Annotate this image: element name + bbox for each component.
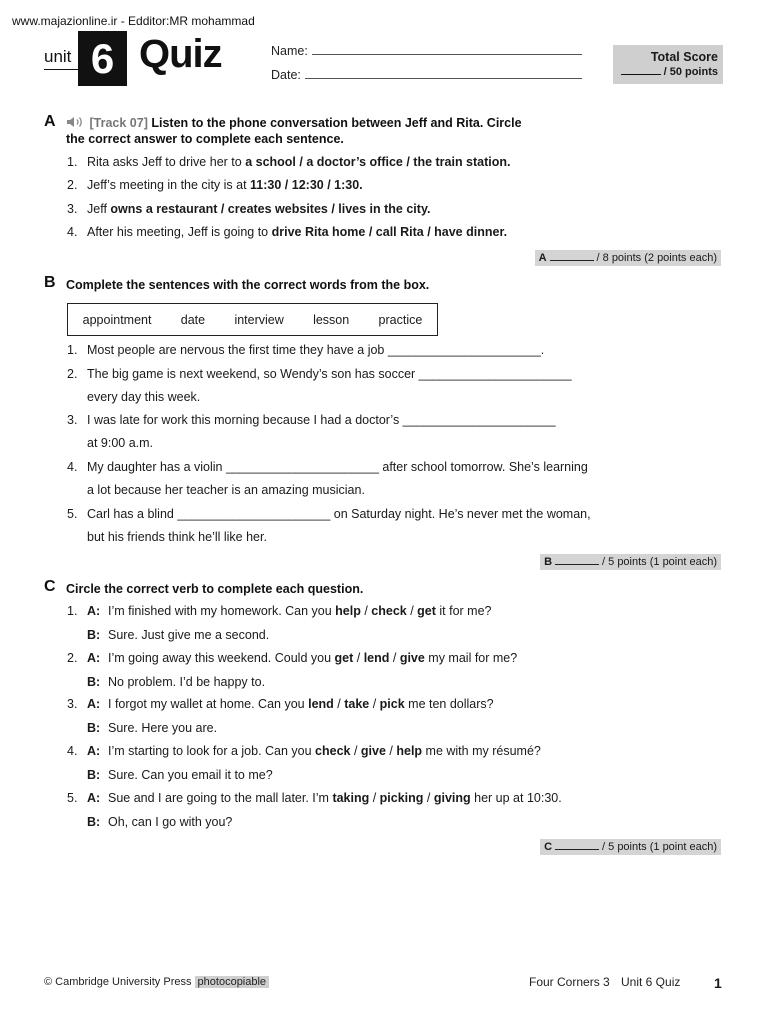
section-c-instruction: Circle the correct verb to complete each question. xyxy=(66,582,364,596)
speaker-a: A: xyxy=(87,651,101,665)
section-b-letter: B xyxy=(44,274,56,291)
verb-option[interactable]: giving xyxy=(433,791,471,805)
item-prompt: Rita asks Jeff to drive her to xyxy=(87,155,246,169)
item-prompt: Jeff’s meeting in the city is at xyxy=(87,178,251,192)
speaker-a: A: xyxy=(87,744,101,758)
item-number: 1. xyxy=(67,604,78,618)
dialogue-item xyxy=(67,603,667,643)
question-text: I’m going away this weekend. Could you xyxy=(108,651,335,665)
dialogue-item xyxy=(67,790,667,830)
item-text-line: The big game is next weekend, so Wendy’s son has soccer ______________________ xyxy=(87,367,572,381)
page-number: 1 xyxy=(714,975,722,991)
section-c-points[interactable]: C / 5 points (1 point each) xyxy=(540,839,721,855)
item-prompt: Jeff xyxy=(87,202,111,216)
name-label: Name: xyxy=(271,44,308,58)
unit-underline xyxy=(44,69,78,70)
list-item xyxy=(67,459,667,499)
verb-option[interactable]: check xyxy=(315,744,351,758)
footer-book: Four Corners 3 xyxy=(529,975,610,989)
item-number: 4. xyxy=(67,744,78,758)
total-score-box xyxy=(613,45,723,84)
verb-option[interactable]: take xyxy=(344,697,370,711)
answer-options[interactable]: a school / a doctor’s office / the train station. xyxy=(245,155,511,169)
section-c-letter: C xyxy=(44,578,56,595)
dialogue-item xyxy=(67,696,667,736)
item-text xyxy=(87,224,507,240)
word-box xyxy=(67,303,438,336)
photocopiable-badge: photocopiable xyxy=(195,976,270,988)
speaker-b: B: xyxy=(87,628,101,642)
item-number: 2. xyxy=(67,651,78,665)
speaker-b-line: Oh, can I go with you? xyxy=(108,815,233,829)
section-b-instruction: Complete the sentences with the correct words from the box. xyxy=(66,278,430,292)
word-box-item: interview xyxy=(234,312,284,327)
item-text-line: every day this week. xyxy=(87,390,201,404)
verb-option[interactable]: give xyxy=(399,651,425,665)
name-field[interactable] xyxy=(312,54,582,55)
unit-label: unit xyxy=(44,47,72,66)
section-a-instruction: [Track 07] Listen to the phone conversation between Jeff and Rita. Circle the correct answer to complete each sentence. xyxy=(66,116,522,146)
item-number: 3. xyxy=(67,202,78,216)
section-b-points-blank[interactable] xyxy=(555,555,599,565)
footer-quiz: Unit 6 Quiz xyxy=(621,975,681,989)
track-label: [Track 07] xyxy=(89,116,148,130)
question-text: I’m finished with my homework. Can you xyxy=(108,604,336,618)
word-box-item: practice xyxy=(378,312,423,327)
item-text-line: My daughter has a violin ______________________ after school tomorrow. She’s learning xyxy=(87,460,588,474)
list-item xyxy=(67,224,667,240)
list-item xyxy=(67,412,667,452)
question-text: I’m starting to look for a job. Can you xyxy=(108,744,316,758)
item-text-line: I was late for work this morning because I had a doctor’s ______________________ xyxy=(87,413,556,427)
word-box-item: date xyxy=(180,312,206,327)
word-box-item: appointment xyxy=(82,312,152,327)
list-item xyxy=(67,366,667,406)
speaker-b: B: xyxy=(87,721,101,735)
verb-option[interactable]: help xyxy=(335,604,361,618)
total-score-label: Total Score xyxy=(650,50,718,64)
unit-number-badge: 6 xyxy=(78,31,127,86)
total-score-points[interactable]: / 50 points xyxy=(621,66,718,78)
item-number: 4. xyxy=(67,225,78,239)
speaker-a-line: I’m going away this weekend. Could you get / lend / give my mail for me? xyxy=(108,651,518,665)
verb-option[interactable]: picking xyxy=(379,791,424,805)
dialogue-item xyxy=(67,650,667,690)
item-number: 3. xyxy=(67,413,78,427)
speaker-a-line: Sue and I are going to the mall later. I’m taking / picking / giving her up at 10:30. xyxy=(108,791,562,805)
list-item xyxy=(67,506,667,546)
total-score-blank[interactable] xyxy=(621,74,661,75)
date-field[interactable] xyxy=(305,78,582,79)
speaker-a: A: xyxy=(87,697,101,711)
question-text: it for me? xyxy=(435,604,492,618)
speaker-a-line: I forgot my wallet at home. Can you lend / take / pick me ten dollars? xyxy=(108,697,494,711)
item-text-line: Carl has a blind ______________________ on Saturday night. He’s never met the woman, xyxy=(87,507,591,521)
verb-option[interactable]: lend xyxy=(363,651,390,665)
section-a-letter: A xyxy=(44,113,56,130)
speaker-a-line: I’m starting to look for a job. Can you check / give / help me with my résumé? xyxy=(108,744,541,758)
verb-option[interactable]: get xyxy=(417,604,436,618)
item-number: 4. xyxy=(67,460,78,474)
item-number: 2. xyxy=(67,178,78,192)
question-text: me with my résumé? xyxy=(422,744,541,758)
verb-option[interactable]: get xyxy=(334,651,354,665)
site-credit: www.majazionline.ir - Edditor:MR mohammad xyxy=(12,14,255,28)
verb-option[interactable]: give xyxy=(360,744,386,758)
verb-option[interactable]: taking xyxy=(332,791,370,805)
speaker-b: B: xyxy=(87,768,101,782)
verb-option[interactable]: check xyxy=(371,604,407,618)
item-number: 1. xyxy=(67,343,78,357)
word-box-item: lesson xyxy=(313,312,350,327)
speaker-b: B: xyxy=(87,815,101,829)
item-number: 5. xyxy=(67,507,78,521)
answer-options[interactable]: drive Rita home / call Rita / have dinner. xyxy=(271,225,508,239)
date-label: Date: xyxy=(271,68,301,82)
item-text-line: Most people are nervous the first time they have a job ______________________. xyxy=(87,343,545,357)
item-text xyxy=(87,154,511,170)
question-text: I forgot my wallet at home. Can you xyxy=(108,697,309,711)
item-number: 2. xyxy=(67,367,78,381)
speaker-b: B: xyxy=(87,675,101,689)
section-a-points[interactable]: A / 8 points (2 points each) xyxy=(535,250,721,266)
section-b-points[interactable]: B / 5 points (1 point each) xyxy=(540,554,721,570)
dialogue-item xyxy=(67,743,667,783)
item-text-line: a lot because her teacher is an amazing musician. xyxy=(87,483,365,497)
verb-option[interactable]: pick xyxy=(379,697,405,711)
item-text xyxy=(87,177,363,193)
speaker-b-line: Sure. Just give me a second. xyxy=(108,628,270,642)
footer-copyright: © Cambridge University Press photocopiable xyxy=(44,976,269,988)
item-number: 5. xyxy=(67,791,78,805)
section-c-points-blank[interactable] xyxy=(555,840,599,850)
list-item xyxy=(67,201,667,217)
item-prompt: After his meeting, Jeff is going to xyxy=(87,225,272,239)
item-text-line: at 9:00 a.m. xyxy=(87,436,154,450)
item-text-line: but his friends think he’ll like her. xyxy=(87,530,267,544)
verb-option[interactable]: help xyxy=(396,744,423,758)
section-a-points-blank[interactable] xyxy=(550,251,594,261)
item-number: 3. xyxy=(67,697,78,711)
speaker-icon xyxy=(66,115,86,129)
item-text xyxy=(87,201,430,217)
speaker-a: A: xyxy=(87,604,101,618)
answer-options[interactable]: owns a restaurant / creates websites / lives in the city. xyxy=(110,202,431,216)
speaker-a-line: I’m finished with my homework. Can you help / check / get it for me? xyxy=(108,604,492,618)
question-text: my mail for me? xyxy=(424,651,518,665)
speaker-b-line: Sure. Can you email it to me? xyxy=(108,768,273,782)
item-number: 1. xyxy=(67,155,78,169)
list-item xyxy=(67,154,667,170)
verb-option[interactable]: lend xyxy=(308,697,334,711)
speaker-b-line: Sure. Here you are. xyxy=(108,721,218,735)
list-item xyxy=(67,177,667,193)
speaker-b-line: No problem. I’d be happy to. xyxy=(108,675,266,689)
answer-options[interactable]: 11:30 / 12:30 / 1:30. xyxy=(250,178,363,192)
page-title: Quiz xyxy=(139,32,222,76)
question-text: her up at 10:30. xyxy=(470,791,562,805)
speaker-a: A: xyxy=(87,791,101,805)
question-text: Sue and I are going to the mall later. I’m xyxy=(108,791,333,805)
question-text: me ten dollars? xyxy=(404,697,494,711)
